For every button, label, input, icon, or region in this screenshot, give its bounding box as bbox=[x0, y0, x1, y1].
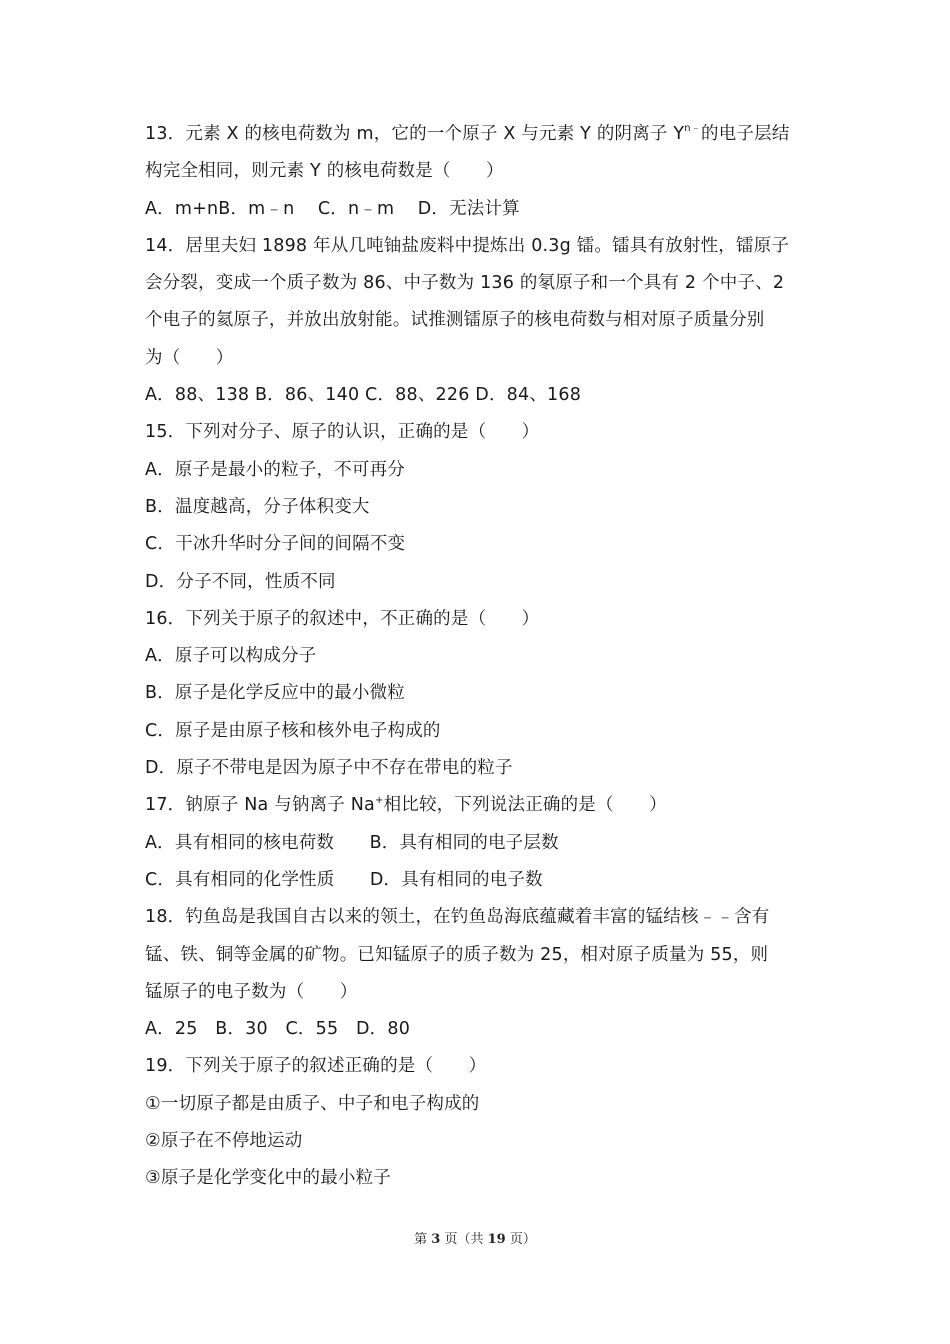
text-line-2: 构完全相同，则元素 Y 的核电荷数是（ ） bbox=[145, 161, 504, 182]
text-line-10: A．原子是最小的粒子，不可再分 bbox=[145, 459, 405, 480]
text-line-6: 个电子的氦原子，并放出放射能。试推测镭原子的核电荷数与相对原子质量分别 bbox=[145, 310, 765, 331]
text-line-23: 锰、铁、铜等金属的矿物。已知锰原子的质子数为 25，相对原子质量为 55，则 bbox=[145, 944, 769, 965]
text-line-21: C．具有相同的化学性质 D．具有相同的电子数 bbox=[145, 869, 543, 890]
question-content bbox=[145, 116, 810, 1198]
current-page-number: 3 bbox=[431, 1232, 441, 1247]
text-line-12: C．干冰升华时分子间的间隔不变 bbox=[145, 534, 406, 555]
text-line-27: ①一切原子都是由质子、中子和电子构成的 bbox=[145, 1093, 480, 1114]
text-line-16: B．原子是化学反应中的最小微粒 bbox=[145, 683, 406, 704]
text-line-4: 14．居里夫妇 1898 年从几吨铀盐废料中提炼出 0.3g 镭。镭具有放射性，镭原子 bbox=[145, 235, 790, 256]
page-footer: 第 3 页（共 19 页） bbox=[414, 1232, 536, 1247]
text-line-22: 18．钓鱼岛是我国自古以来的领土，在钓鱼岛海底蕴藏着丰富的锰结核﹣﹣含有 bbox=[145, 907, 770, 928]
text-line-25: A．25 B．30 C．55 D．80 bbox=[145, 1019, 411, 1040]
text-line-15: A．原子可以构成分子 bbox=[145, 646, 317, 667]
text-line-9: 15．下列对分子、原子的认识，正确的是（ ） bbox=[145, 422, 540, 443]
text-line-19: 17．钠原子 Na 与钠离子 Na+相比较，下列说法正确的是（ ） bbox=[145, 794, 667, 816]
text-line-18: D．原子不带电是因为原子中不存在带电的粒子 bbox=[145, 758, 513, 779]
text-line-17: C．原子是由原子核和核外电子构成的 bbox=[145, 720, 441, 741]
text-line-1: 13．元素 X 的核电荷数为 m，它的一个原子 X 与元素 Y 的阴离子 $Y^{n﹣}$的电子层结 bbox=[145, 123, 790, 144]
text-line-20: A．具有相同的核电荷数 B．具有相同的电子层数 bbox=[145, 832, 559, 853]
text-line-11: B．温度越高，分子体积变大 bbox=[145, 496, 370, 517]
text-line-26: 19．下列关于原子的叙述正确的是（ ） bbox=[145, 1056, 487, 1077]
text-line-29: ③原子是化学变化中的最小粒子 bbox=[145, 1168, 391, 1189]
text-line-13: D．分子不同，性质不同 bbox=[145, 571, 336, 592]
text-line-3: A．m+nB．m﹣n C．n﹣m D．无法计算 bbox=[145, 198, 520, 219]
total-page-count: 19 bbox=[487, 1232, 506, 1247]
text-line-28: ②原子在不停地运动 bbox=[145, 1131, 303, 1152]
text-line-7: 为（ ） bbox=[145, 347, 234, 368]
text-line-14: 16．下列关于原子的叙述中，不正确的是（ ） bbox=[145, 608, 540, 629]
text-line-5: 会分裂，变成一个质子数为 86、中子数为 136 的氡原子和一个具有 2 个中子、2 bbox=[145, 273, 785, 294]
text-line-8: A．88、138 B．86、140 C．88、226 D．84、168 bbox=[145, 385, 582, 406]
text-line-24: 锰原子的电子数为（ ） bbox=[145, 981, 358, 1002]
